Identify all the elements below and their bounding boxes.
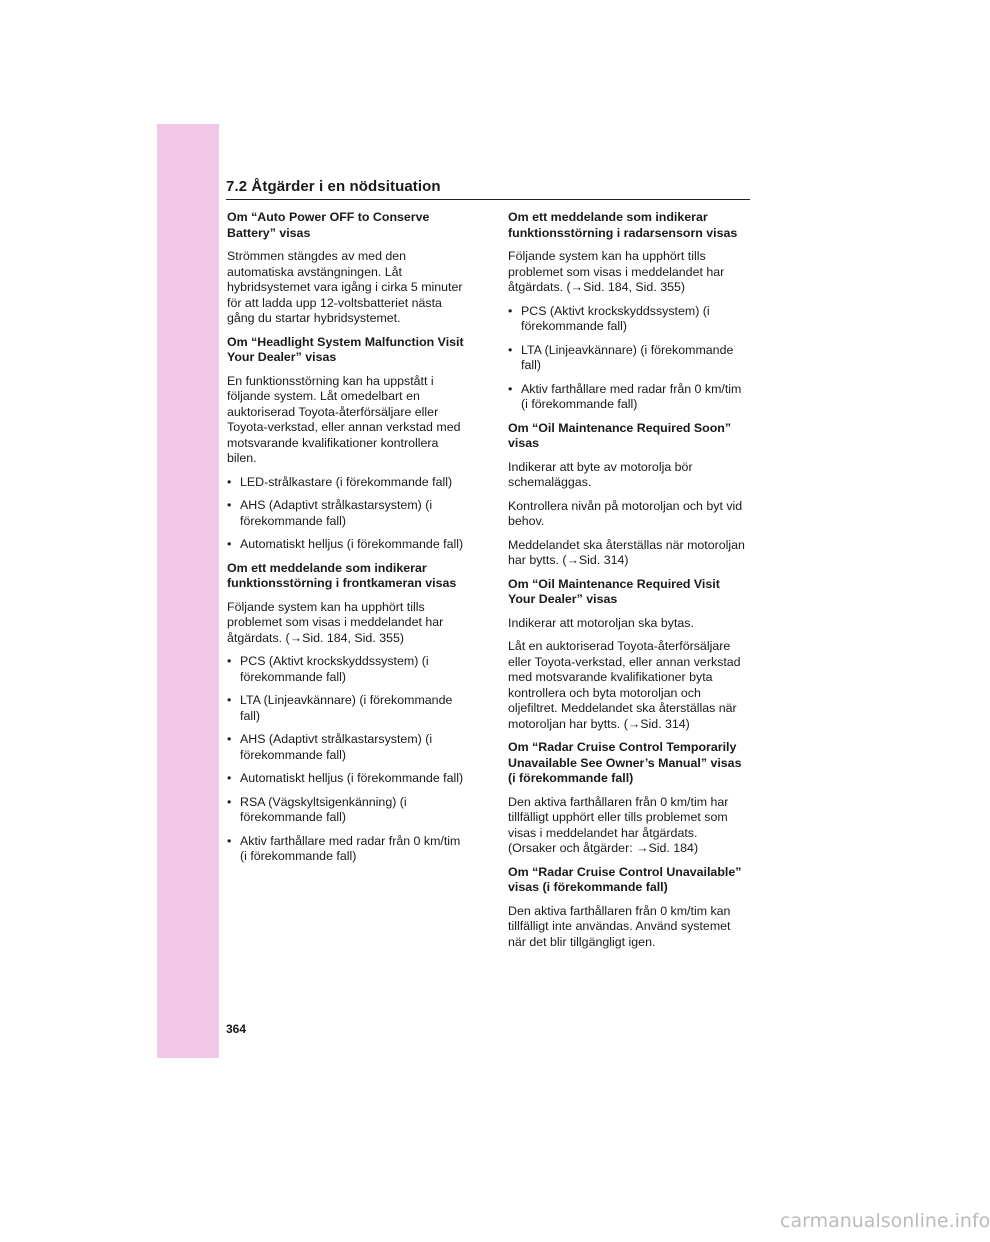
bullet-text: Aktiv farthållare med radar från 0 km/tim (i förekommande fall) bbox=[521, 381, 742, 411]
bullet-text: AHS (Adaptivt strålkastarsystem) (i förekommande fall) bbox=[240, 498, 433, 528]
bullet-text: PCS (Aktivt krockskyddssystem) (i förekommande fall) bbox=[521, 303, 710, 333]
body-paragraph: Låt en auktoriserad Toyota-återförsäljare eller Toyota-verkstad, eller annan verkstad med motsvarande kvalifikationer byta kontrollera och byta motoroljan och oljefiltret. Meddelandet ska återställas när motoroljan har bytts. (→Sid. 314) bbox=[508, 639, 741, 731]
body-paragraph: Den aktiva farthållaren från 0 km/tim kan tillfälligt inte användas. Använd systemet när det blir tillgängligt igen. bbox=[508, 903, 731, 949]
left-column bbox=[227, 210, 465, 873]
section-heading: Om “Headlight System Malfunction Visit Your Dealer” visas bbox=[227, 334, 464, 364]
bullet-text: PCS (Aktivt krockskyddssystem) (i förekommande fall) bbox=[240, 654, 429, 684]
bullet-text: Automatiskt helljus (i förekommande fall) bbox=[240, 537, 464, 551]
bullet-icon: • bbox=[227, 693, 232, 707]
bullet-item bbox=[227, 732, 465, 763]
bullet-item bbox=[227, 771, 465, 787]
bullet-text: LED-strålkastare (i förekommande fall) bbox=[240, 474, 453, 489]
bullet-icon: • bbox=[227, 498, 232, 512]
section-heading: Om “Auto Power OFF to Conserve Battery” visas bbox=[227, 210, 430, 240]
body-paragraph: En funktionsstörning kan ha uppstått i följande system. Låt omedelbart en auktoriserad Toyota-återförsäljare eller Toyota-verkstad, eller annan verkstad med motsvarande kvalifikationer kontrollera bilen. bbox=[227, 373, 461, 465]
bullet-item bbox=[227, 475, 465, 491]
bullet-icon: • bbox=[508, 342, 513, 357]
body-paragraph: Strömmen stängdes av med den automatiska avstängningen. Låt hybridsystemet vara igång i cirka 5 minuter för att ladda upp 12-voltsbatteriet nästa gång du startar hybridsystemet. bbox=[227, 249, 463, 325]
body-paragraph: Indikerar att motoroljan ska bytas. bbox=[508, 615, 694, 630]
bullet-list bbox=[227, 475, 465, 553]
bullet-list bbox=[227, 654, 465, 865]
bullet-icon: • bbox=[227, 771, 232, 785]
bullet-item bbox=[227, 834, 465, 865]
bullet-item bbox=[508, 343, 746, 374]
bullet-item bbox=[508, 382, 746, 413]
bullet-text: LTA (Linjeavkännare) (i förekommande fall) bbox=[521, 342, 734, 372]
section-heading: Om “Radar Cruise Control Unavailable” visas (i förekommande fall) bbox=[508, 864, 742, 894]
bullet-icon: • bbox=[508, 303, 513, 318]
body-paragraph: Följande system kan ha upphört tills problemet som visas i meddelandet har åtgärdats. (→Sid. 184, Sid. 355) bbox=[227, 599, 444, 645]
bullet-icon: • bbox=[227, 537, 232, 551]
section-heading: Om “Radar Cruise Control Temporarily Unavailable See Owner’s Manual” visas (i förekommande fall) bbox=[508, 740, 742, 785]
watermark: carmanualsonline.info bbox=[780, 1210, 990, 1232]
bullet-icon: • bbox=[508, 381, 513, 396]
bullet-icon: • bbox=[227, 654, 232, 668]
section-title: 7.2 Åtgärder i en nödsituation bbox=[226, 178, 750, 200]
bullet-item bbox=[227, 693, 465, 724]
body-paragraph: Meddelandet ska återställas när motoroljan har bytts. (→Sid. 314) bbox=[508, 537, 745, 567]
chapter-tab bbox=[157, 124, 219, 1058]
bullet-item bbox=[227, 498, 465, 529]
body-paragraph: Den aktiva farthållaren från 0 km/tim har tillfälligt upphört eller tills problemet som visas i meddelandet har åtgärdats. (Orsaker och åtgärder: →Sid. 184) bbox=[508, 794, 729, 855]
page-number: 364 bbox=[226, 1022, 247, 1036]
bullet-icon: • bbox=[227, 474, 232, 489]
bullet-text: Aktiv farthållare med radar från 0 km/tim (i förekommande fall) bbox=[240, 833, 461, 863]
bullet-icon: • bbox=[227, 833, 232, 848]
bullet-icon: • bbox=[227, 732, 232, 746]
right-column bbox=[508, 210, 746, 958]
body-paragraph: Följande system kan ha upphört tills problemet som visas i meddelandet har åtgärdats. (→Sid. 184, Sid. 355) bbox=[508, 249, 725, 294]
bullet-item bbox=[508, 304, 746, 335]
bullet-item bbox=[227, 795, 465, 826]
body-paragraph: Kontrollera nivån på motoroljan och byt vid behov. bbox=[508, 498, 743, 528]
bullet-item bbox=[227, 537, 465, 553]
body-paragraph: Indikerar att byte av motorolja bör schemaläggas. bbox=[508, 459, 693, 489]
section-heading: Om ett meddelande som indikerar funktionsstörning i radarsensorn visas bbox=[508, 210, 738, 240]
section-heading: Om ett meddelande som indikerar funktionsstörning i frontkameran visas bbox=[227, 560, 457, 590]
bullet-text: AHS (Adaptivt strålkastarsystem) (i förekommande fall) bbox=[240, 732, 433, 762]
section-heading: Om “Oil Maintenance Required Soon” visas bbox=[508, 420, 732, 450]
section-heading: Om “Oil Maintenance Required Visit Your Dealer” visas bbox=[508, 576, 720, 606]
bullet-list bbox=[508, 304, 746, 413]
bullet-text: LTA (Linjeavkännare) (i förekommande fall) bbox=[240, 693, 453, 723]
bullet-icon: • bbox=[227, 794, 232, 809]
bullet-text: RSA (Vägskyltsigenkänning) (i förekommande fall) bbox=[240, 794, 407, 824]
bullet-text: Automatiskt helljus (i förekommande fall) bbox=[240, 771, 464, 785]
bullet-item bbox=[227, 654, 465, 685]
